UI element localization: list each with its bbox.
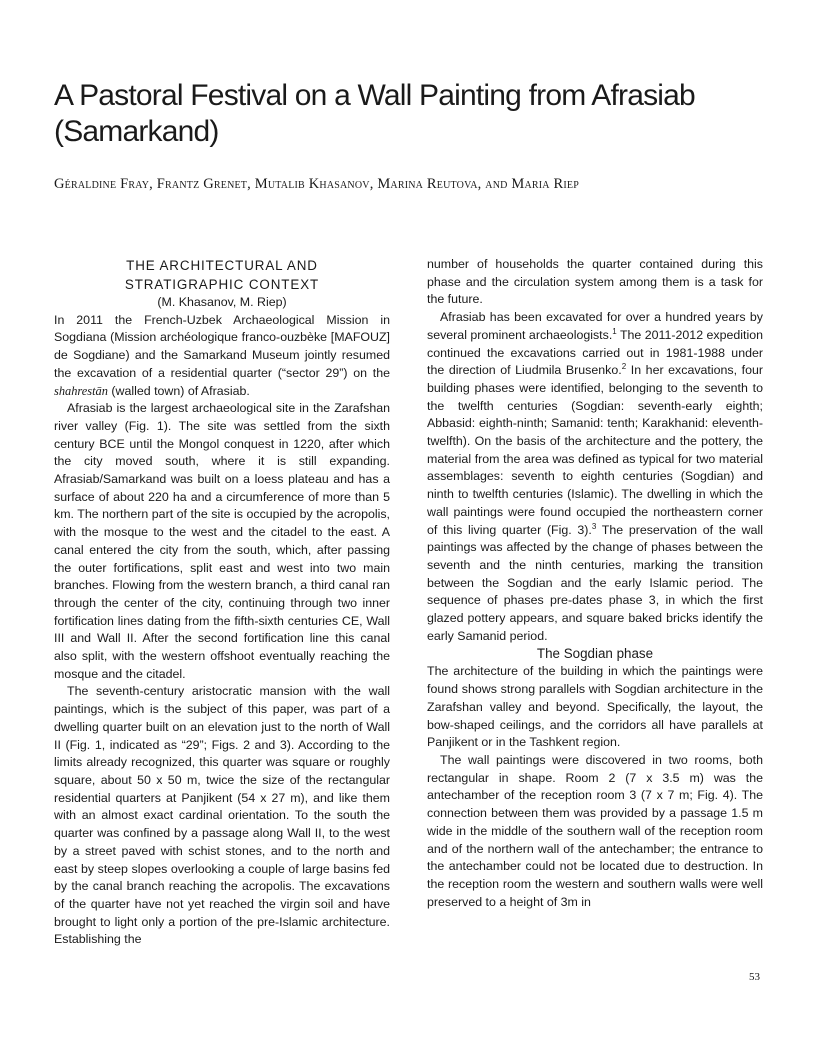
paragraph: Afrasiab is the largest archaeological site in the Zarafshan river valley (Fig. 1). The site was settled from the sixth century BCE until the Mongol conquest in 1220, after which the city moved south, where it is still expanding. Afrasiab/Samarkand was built on a loess plateau and has a surface of about 220 ha and a circumference of more than 5 km. The northern part of the site is occupied by the acropolis, with the mosque to the west and the citadel to the east. A canal entered the city from the south, which, after passing the outer fortifications, split east and west into two main branches. Flowing from the western branch, a third canal ran through the center of the city, continuing through two inner fortification lines dating from the fifth-sixth centuries CE, Wall III and Wall II. After the second fortification line this canal also split, with the western offshoot eventually reaching the mosque and the citadel. [54, 401, 390, 681]
right-column [427, 256, 763, 911]
page-number: 53 [749, 971, 760, 983]
subsection-heading: The Sogdian phase [536, 646, 654, 662]
paragraph: number of households the quarter contained during this phase and the circulation system among them is a task for the future. [427, 257, 763, 307]
section-heading-line1: THE ARCHITECTURAL AND [126, 258, 318, 273]
paragraph: The seventh-century aristocratic mansion with the wall paintings, which is the subject of this paper, was part of a dwelling quarter built on an elevation just to the north of Wall II (Fig. 1, indicated as “29”; Figs. 2 and 3). According to the limits already recognized, this quarter was square or roughly square, about 50 x 50 m, twice the size of the rectangular residential quarters at Panjikent (54 x 27 m), and like them with an almost exact cardinal orientation. To the south the quarter was confined by a passage along Wall II, to the west by a street paved with schist stones, and to the north and east by steep slopes overlooking a couple of large basins fed by the canal branch reaching the acropolis. The excavations of the quarter have not yet reached the virgin soil and have brought to light only a portion of the pre-Islamic architecture. Establishing the [54, 684, 390, 947]
section-byline: (M. Khasanov, M. Riep) [157, 295, 287, 309]
footnote-ref[interactable]: 1 [612, 326, 617, 336]
section-heading-line2: STRATIGRAPHIC CONTEXT [124, 277, 320, 292]
author-list: Géraldine Fray, Frantz Grenet, Mutalib Khasanov, Marina Reutova, and Maria Riep [54, 176, 580, 192]
italic-term: shahrestān [54, 383, 108, 398]
paragraph: Afrasiab has been excavated for over a hundred years by several prominent archaeologists.$^1$ The 2011-2012 expedition continued the excavations carried out in 1981-1988 under the direction of Liudmila Brusenko.$^2$ In her excavations, four building phases were identified, belonging to the seventh to the twelfth centuries (Sogdian: seventh-early eighth; Abbasid: eighth-ninth; Samanid: tenth; Karakhanid: eleventh-twelfth). On the basis of the architecture and the pottery, the material from the area was defined as typical for two material assemblages: seventh to eighth centuries (Sogdian) and ninth to twelfth centuries (Islamic). The dwelling in which the wall paintings were found occupied the northeastern corner of this living quarter (Fig. 3).$^3$ The preservation of the wall paintings was affected by the change of phases between the seventh and the ninth centuries, marking the transition between the Sogdian and the early Islamic period. The sequence of phases pre-dates phase 3, in which the first glazed pottery appears, and square baked bricks identify the early Samanid period. [427, 310, 764, 643]
paragraph: In 2011 the French-Uzbek Archaeological Mission in Sogdiana (Mission archéologique franco-ouzbèke [MAFOUZ] de Sogdiane) and the Samarkand Museum jointly resumed the excavation of a residential quarter (“sector 29”) on the shahrestān (walled town) of Afrasiab. [54, 312, 390, 398]
left-column [54, 256, 390, 949]
footnote-ref[interactable]: 3 [591, 521, 597, 531]
footnote-ref[interactable]: 2 [621, 362, 627, 372]
paper-title: A Pastoral Festival on a Wall Painting from Afrasiab (Samarkand) [54, 79, 695, 148]
paragraph: The architecture of the building in which the paintings were found shows strong parallels with Sogdian architecture in the Zarafshan valley and beyond. Specifically, the layout, the bow-shaped ceilings, and the corridors all have parallels at Panjikent or in the Tashkent region. [427, 664, 763, 750]
paragraph: The wall paintings were discovered in two rooms, both rectangular in shape. Room 2 (7 x 3.5 m) was the antechamber of the reception room 3 (7 x 7 m; Fig. 4). The connection between them was provided by a passage 1.5 m wide in the middle of the southern wall of the reception room and of the northern wall of the antechamber; the entrance to the antechamber could not be located due to destruction. In the reception room the western and southern walls were well preserved to a height of 3m in [427, 752, 763, 909]
